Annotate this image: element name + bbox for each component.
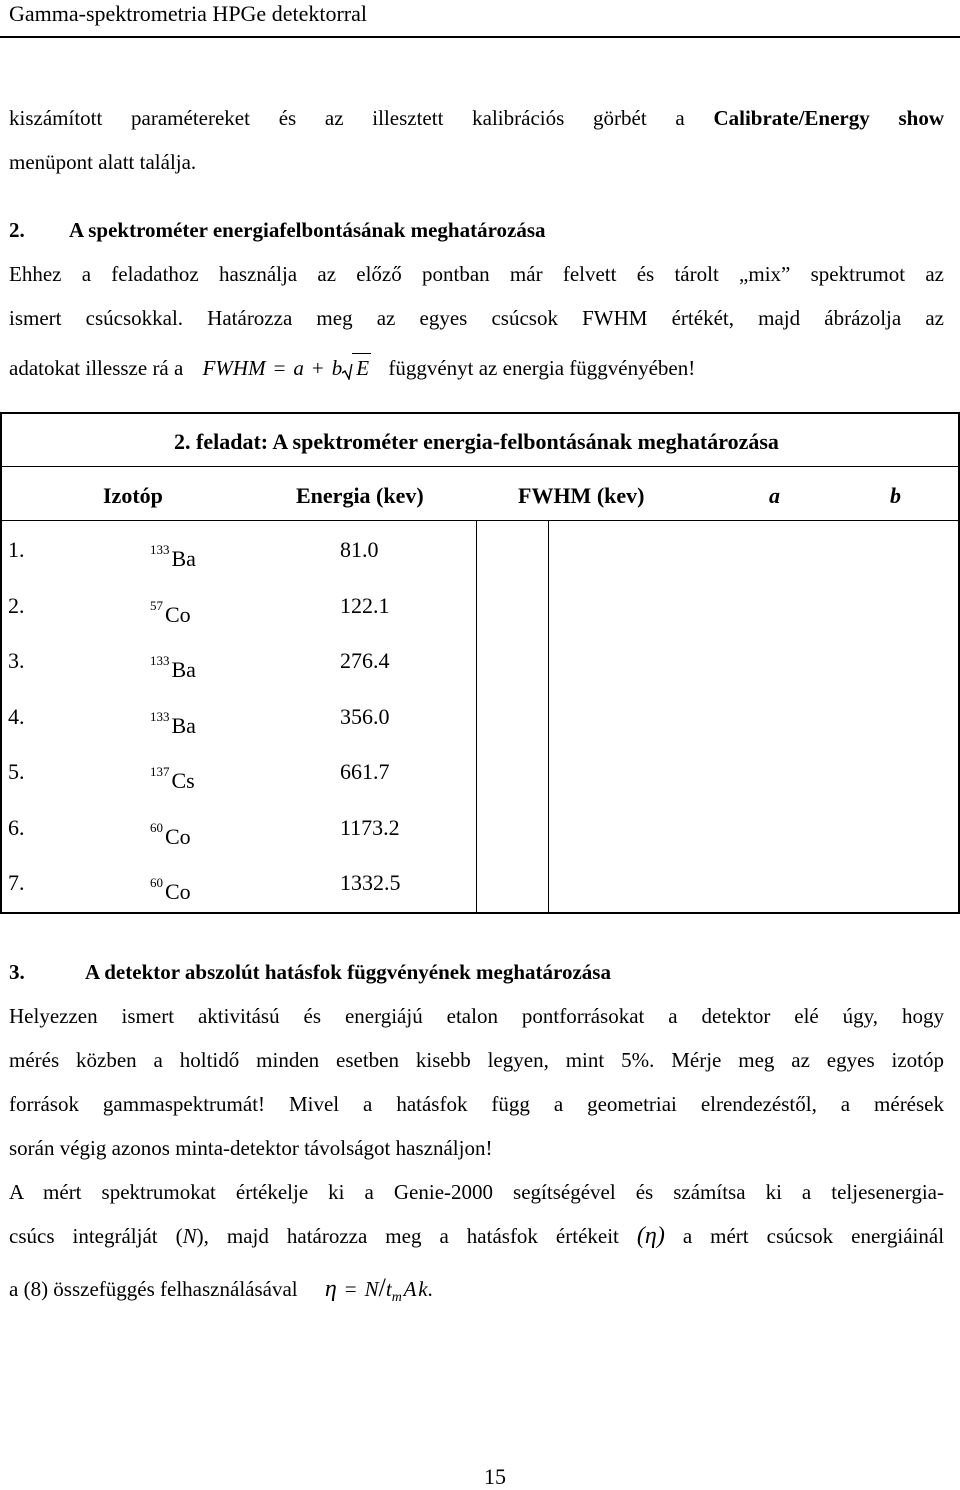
mass-number: 60: [150, 819, 163, 835]
formula-a: a: [293, 356, 304, 380]
line6-N: N: [182, 1224, 197, 1248]
element-symbol: Co: [165, 823, 191, 849]
row-isotope: [150, 869, 191, 906]
line6-pre: csúcs integrálját (: [9, 1224, 183, 1248]
section3-number: 3.: [9, 960, 25, 984]
fwhm-table: [0, 412, 960, 914]
row-energy: 276.4: [340, 648, 390, 673]
th-isotope: Izotóp: [103, 483, 163, 508]
section3-line7: [9, 1274, 944, 1312]
mass-number: 137: [150, 764, 170, 779]
section3-line4: során végig azonos minta-detektor távolságot használjon!: [9, 1136, 493, 1160]
table-border-top: [0, 412, 960, 414]
line6-mid: ), majd határozza meg a hatásfok értékeit: [196, 1224, 619, 1248]
row-index: 7.: [8, 870, 25, 895]
header-rule: [0, 36, 960, 38]
page-header: Gamma-spektrometria HPGe detektorral: [9, 1, 367, 26]
row-index: 3.: [8, 648, 25, 673]
formula-end: .: [427, 1277, 433, 1301]
th-b: b: [890, 483, 901, 508]
section3-heading: [9, 958, 944, 986]
section3-line6: [9, 1222, 944, 1250]
sqrt-bar: [352, 353, 371, 354]
para1-text: kiszámított paramétereket és az illesztett kalibrációs görbét a: [9, 106, 714, 130]
menu-path: Calibrate/Energy show: [713, 106, 944, 130]
section3-title: A detektor abszolút hatásfok függvényének meghatározása: [85, 960, 611, 984]
formula-A: A: [403, 1277, 417, 1301]
table-caption: 2. feladat: A spektrométer energia-felbontásának meghatározása: [174, 429, 779, 454]
page-number: 15: [484, 1464, 506, 1489]
row-energy: 661.7: [340, 759, 390, 784]
formula-t: t: [385, 1277, 392, 1301]
section3-line1: Helyezzen ismert aktivitású és energiájú etalon pontforrásokat a detektor elé úgy, hogy: [9, 1004, 944, 1028]
row-index: 2.: [8, 592, 25, 618]
sqrt-icon: [342, 364, 354, 380]
formula-eq: =: [273, 356, 286, 380]
row-energy: 81.0: [340, 537, 379, 562]
row-index: 1.: [8, 537, 25, 562]
line6-post: a mért csúcsok energiáinál: [682, 1224, 945, 1248]
formula-m: m: [391, 1290, 402, 1306]
element-symbol: Co: [165, 601, 191, 627]
table-header-rule: [0, 520, 960, 521]
fwhm-formula: [203, 356, 375, 380]
section2-line2: ismert csúcsokkal. Határozza meg az egyes csúcsok FWHM értékét, majd ábrázolja az: [9, 306, 944, 330]
element-symbol: Ba: [171, 712, 196, 738]
section3-line2: mérés közben a holtidő minden esetben kisebb legyen, mint 5%. Mérje meg az egyes izotóp: [9, 1048, 944, 1072]
para1-line2: menüpont alatt találja.: [9, 150, 197, 174]
sqrt-sign: [342, 354, 369, 382]
mass-number: 133: [150, 653, 170, 668]
mass-number: 60: [150, 875, 163, 890]
formula-N: N: [364, 1277, 379, 1301]
row-isotope: [150, 592, 191, 629]
row-isotope: [150, 703, 196, 740]
section2-line3-pre: adatokat illessze rá a: [9, 356, 184, 380]
th-a: a: [769, 483, 780, 508]
element-symbol: Cs: [171, 768, 195, 793]
th-fwhm: FWHM (kev): [518, 483, 645, 508]
formula3-eq: =: [344, 1277, 357, 1301]
row-isotope: [150, 647, 196, 684]
line7-pre: a (8) összefüggés felhasználásával: [9, 1277, 298, 1301]
row-isotope: [150, 536, 196, 573]
row-index: 4.: [8, 703, 25, 729]
mass-number: 133: [150, 708, 170, 724]
row-energy: 122.1: [340, 592, 390, 618]
element-symbol: Ba: [171, 546, 196, 571]
th-energy: Energia (kev): [296, 483, 424, 508]
section3-line3: források gammaspektrumát! Mivel a hatásfok függ a geometriai elrendezéstől, a mérések: [9, 1092, 944, 1116]
section2-line1: Ehhez a feladathoz használja az előző pontban már felvett és tárolt „mix” spektrumot az: [9, 262, 944, 286]
formula-lhs: FWHM: [202, 356, 266, 380]
formula-slash: /: [378, 1273, 386, 1302]
row-energy: 356.0: [340, 703, 390, 729]
table-border-bottom: [0, 912, 960, 914]
row-isotope: [150, 814, 191, 851]
row-energy: 1173.2: [340, 814, 400, 840]
section2-line3: [9, 354, 944, 382]
efficiency-formula: [324, 1273, 433, 1306]
formula-plus: +: [311, 356, 324, 380]
formula-E: E: [356, 356, 370, 380]
row-index: 5.: [8, 759, 25, 784]
mass-number: 133: [150, 542, 170, 557]
row-energy: 1332.5: [340, 870, 401, 895]
section2-title: A spektrométer energiafelbontásának meghatározása: [69, 218, 546, 242]
mass-number: 57: [150, 597, 163, 613]
element-symbol: Co: [165, 879, 191, 904]
table-border-left: [0, 412, 2, 914]
formula-b: b: [331, 356, 343, 380]
formula-k: k: [418, 1277, 428, 1301]
row-index: 6.: [8, 814, 25, 840]
section2-heading: [9, 216, 944, 244]
table-caption-rule: [0, 466, 960, 467]
element-symbol: Ba: [171, 657, 196, 682]
row-isotope: [150, 758, 195, 795]
table-col-divider-1: [476, 520, 477, 914]
eta-symbol: (η): [636, 1223, 665, 1249]
para1-line1: [9, 104, 944, 132]
formula-eta: η: [324, 1276, 337, 1302]
section3-line5: A mért spektrumokat értékelje ki a Genie-2000 segítségével és számítsa ki a teljesenergia-: [9, 1180, 944, 1204]
table-col-divider-2: [548, 520, 549, 914]
section2-number: 2.: [9, 218, 25, 242]
section2-line3-post: függvényt az energia függvényében!: [388, 356, 696, 380]
